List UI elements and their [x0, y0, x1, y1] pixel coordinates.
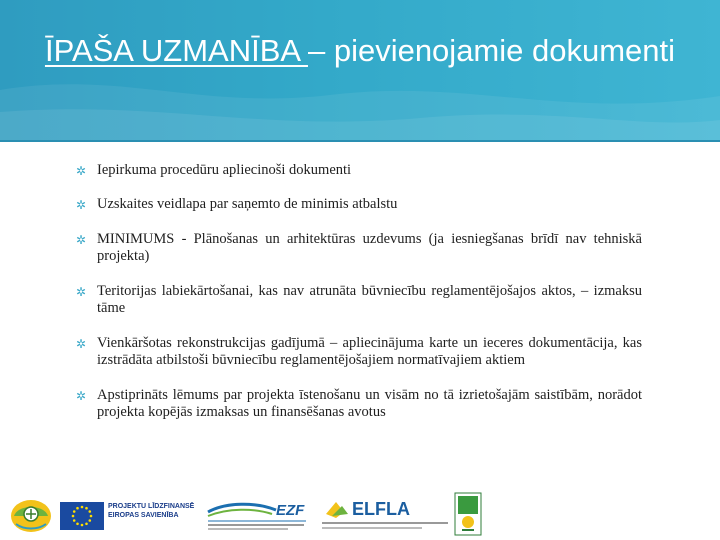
bullet-text: MINIMUMS - Plānošanas un arhitektūras uzdevums (ja iesniegšanas brīdī nav tehniskā projekta) [97, 231, 642, 264]
eu-flag-logo [60, 502, 104, 530]
bullet-star-icon: ✲ [76, 164, 87, 178]
bullet-item [76, 283, 642, 317]
bullet-item [76, 231, 642, 265]
bullet-star-icon: ✲ [76, 198, 87, 212]
bullet-text: Vienkāršotas rekonstrukcijas gadījumā – apliecinājuma karte un ieceres dokumentācija, kas izstrādāta atbilstoši būvniecību reglamentējošajiem normatīvajiem aktiem [97, 335, 642, 368]
slide-title [40, 28, 680, 74]
bullet-item [76, 162, 642, 179]
bullet-item [76, 196, 642, 213]
ezf-label: EZF [276, 502, 305, 519]
bullet-star-icon: ✲ [76, 233, 87, 247]
leader-logo [454, 492, 482, 536]
bullet-star-icon: ✲ [76, 337, 87, 351]
slide-title-underlined: ĪPAŠA UZMANĪBA [44, 33, 308, 68]
elfla-logo [322, 498, 450, 532]
elfla-label: ELFLA [352, 499, 410, 519]
bullet-item [76, 387, 642, 421]
bullet-text: Apstiprināts lēmums par projekta īstenošanu un visām no tā izrietošajām saistībām, norādot projekta kopējās izmaksas un finansēšanas avotus [97, 387, 642, 420]
bullet-star-icon: ✲ [76, 389, 87, 403]
slide-title-rest: – pievienojamie dokumenti [307, 33, 676, 68]
rural-network-logo [8, 494, 54, 534]
bullet-list [76, 162, 642, 421]
bullet-text: Teritorijas labiekārtošanai, kas nav atrunāta būvniecību reglamentējošajos aktos, – izmaksu tāme [97, 283, 642, 316]
ezf-logo [206, 500, 308, 532]
bullet-star-icon: ✲ [76, 285, 87, 299]
bullet-text: Uzskaites veidlapa par saņemto de minimis atbalstu [97, 196, 398, 212]
eu-funding-text: PROJEKTU LĪDZFINANSĒ EIROPAS SAVIENĪBA [108, 503, 195, 519]
bullet-text: Iepirkuma procedūru apliecinoši dokumenti [97, 162, 352, 178]
bullet-item [76, 335, 642, 369]
